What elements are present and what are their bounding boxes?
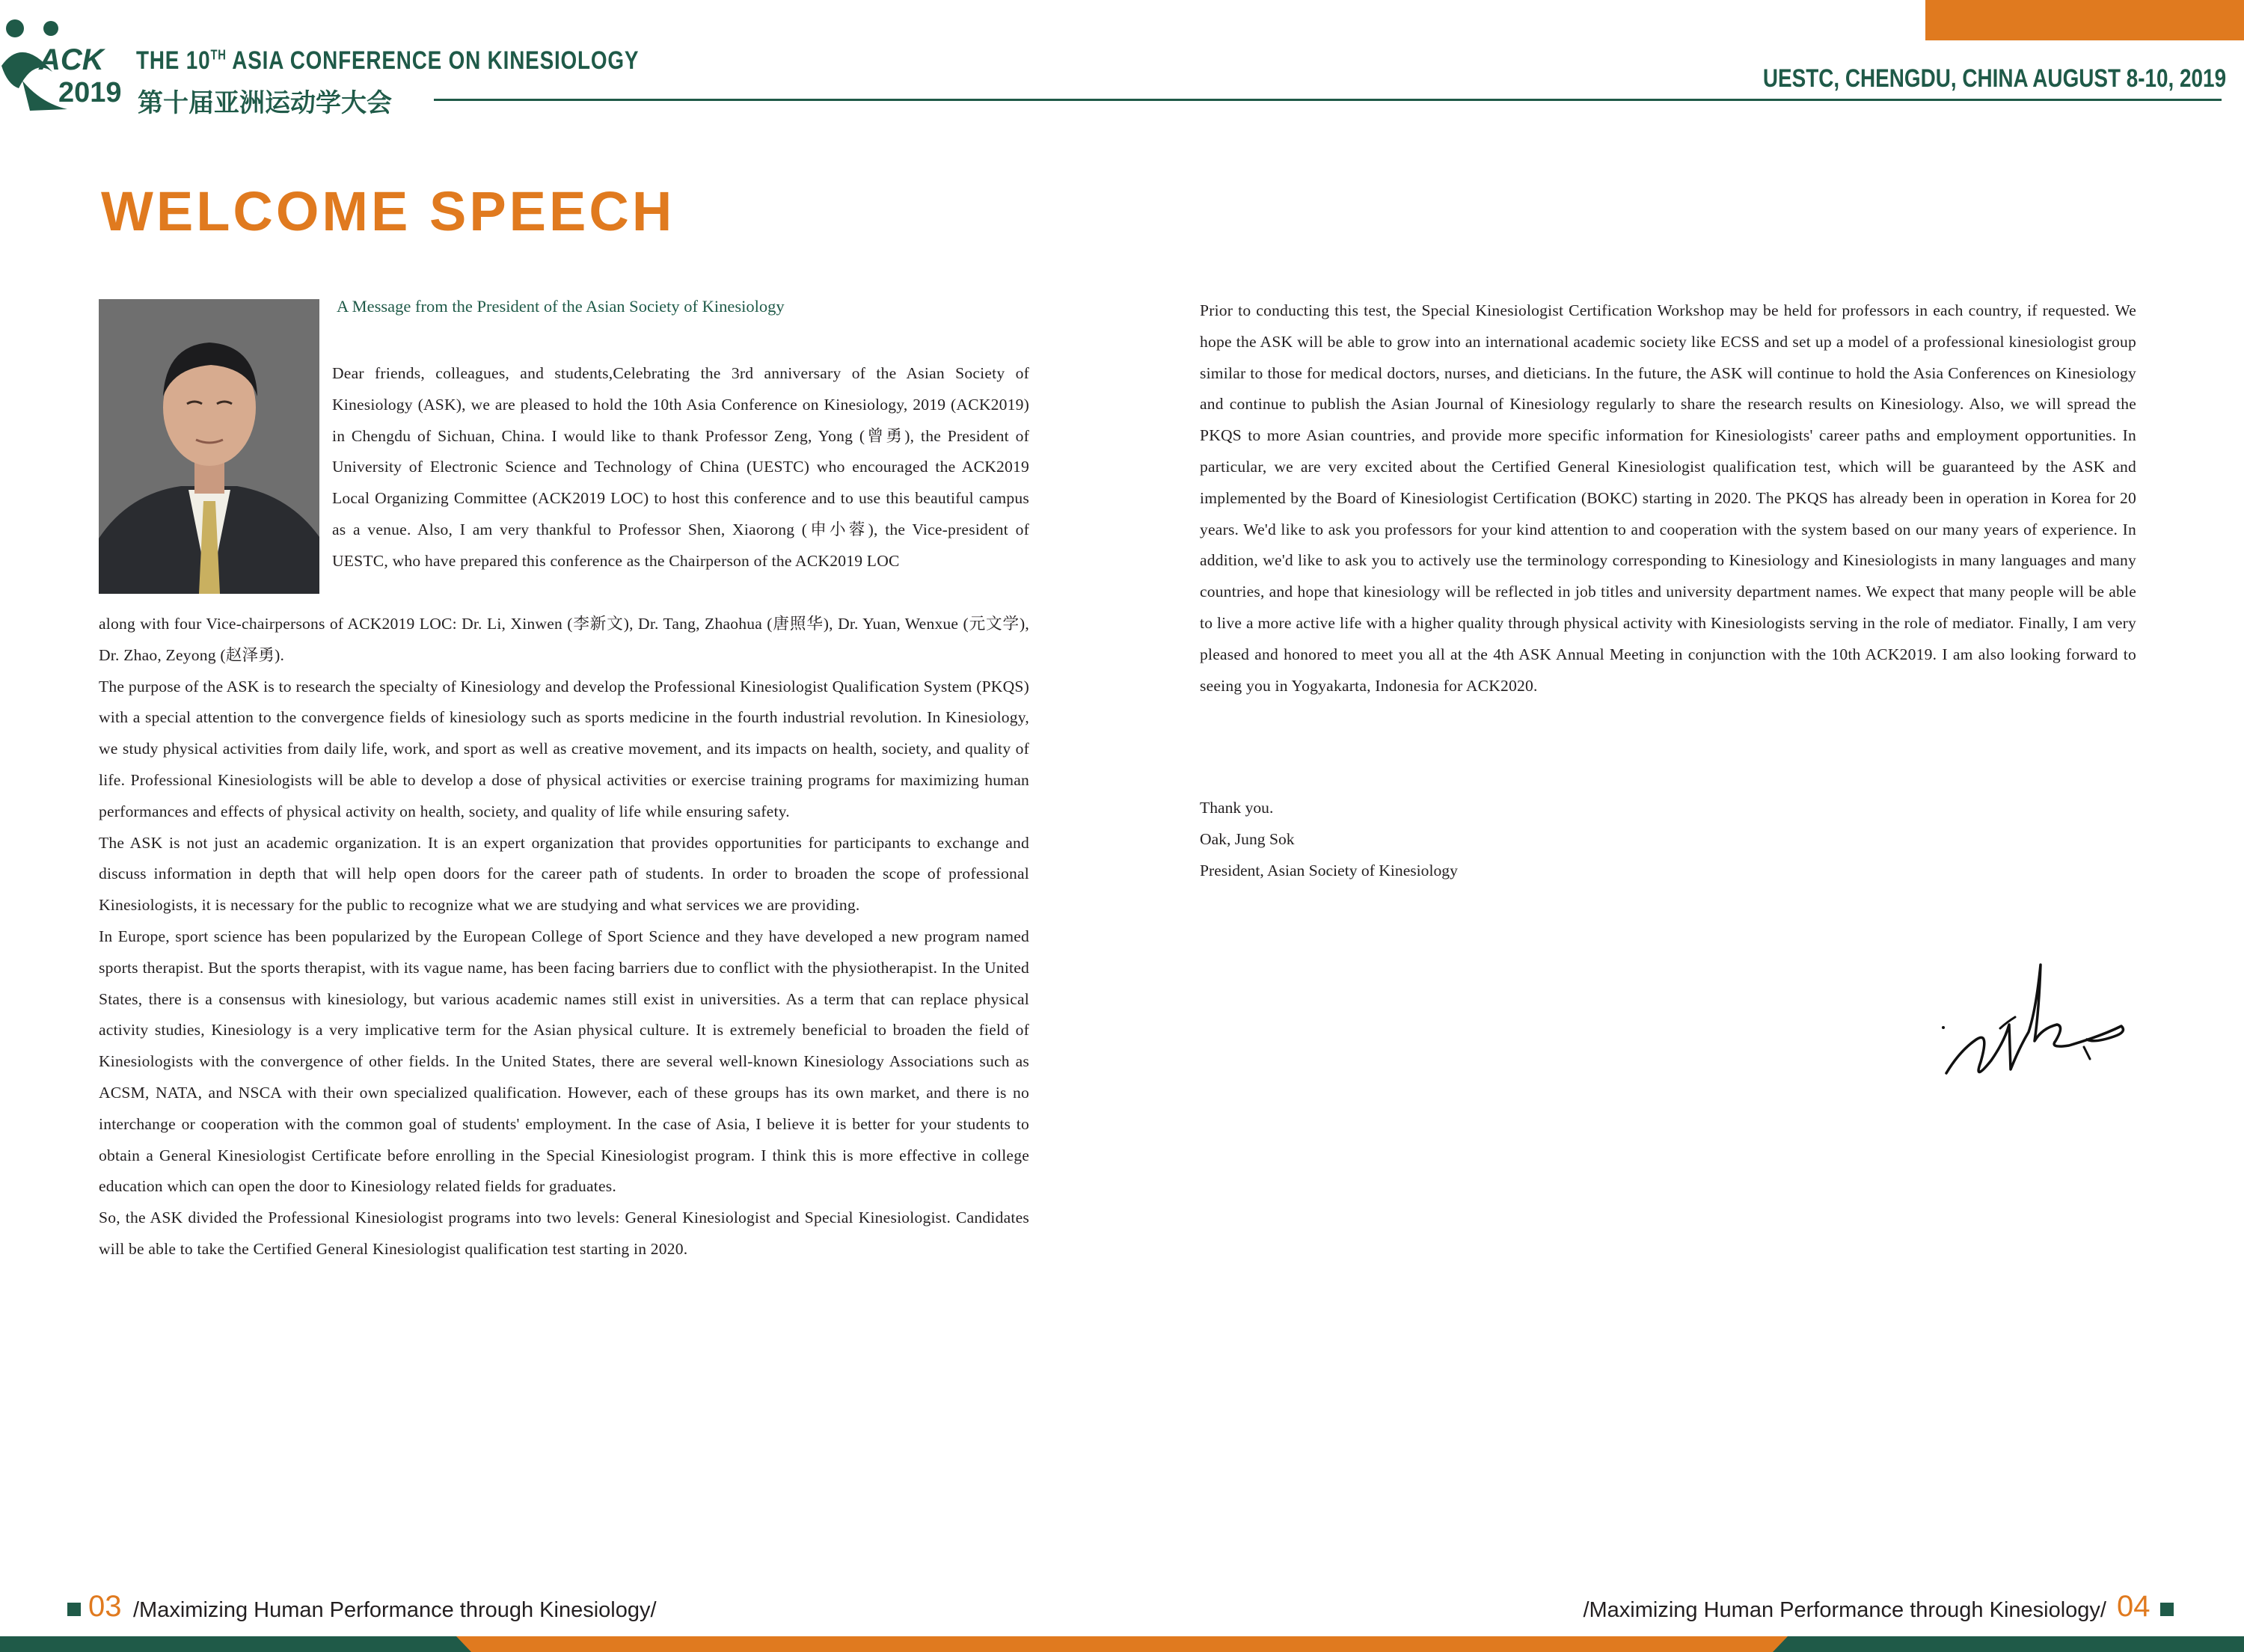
conference-title-cn: 第十届亚洲运动学大会	[138, 88, 392, 118]
footer-tagline-left: /Maximizing Human Performance through Kinesiology/	[133, 1598, 657, 1622]
paragraph: Prior to conducting this test, the Special Kinesiologist Certification Workshop may be held for professors in each country, if requested. We hope the ASK will be able to grow into an international academic society like ECSS and set up a model of a professional kinesiologist group similar to those for medical doctors, nurses, and dieticians. In the future, the ASK will continue to hold the Asia Conferences on Kinesiology and continue to publish the Asian Journal of Kinesiology regularly to share the research results on Kinesiology. Also, we will spread the PKQS to more Asian countries, and provide more specific information for Kinesiologists' career paths and employment opportunities. In particular, we are very excited about the Certified General Kinesiologist qualification test, which will be guaranteed by the ASK and implemented by the Board of Kinesiologist Certification (BOKC) starting in 2020. The PKQS has already been in operation in Korea for 20 years. We'd like to ask you professors for your kind attention to and cooperation with the system based on our many years of experience. In addition, we'd like to ask you to actively use the terminology corresponding to Kinesiology and Kinesiologists in many languages and many countries, and hope that kinesiology will be reflected in job titles and university department names. We expect that many people will be able to live a more active life with a higher quality through physical activity with Kinesiologists serving in the role of mediator. Finally, I am very pleased and honored to meet you all at the 4th ASK Annual Meeting in conjunction with the 10th ACK2019. I am also looking forward to seeing you in Yogyakarta, Indonesia for ACK2020.	[1200, 301, 2136, 695]
location-date: UESTC, CHENGDU, CHINA AUGUST 8-10, 2019	[1762, 64, 2226, 93]
closing-block	[1200, 793, 1458, 886]
conference-title-en: THE 10TH ASIA CONFERENCE ON KINESIOLOGY	[136, 46, 640, 75]
paragraph: So, the ASK divided the Professional Kinesiologist programs into two levels: General Kinesiologist and Special Kinesiologist. Candidates will be able to take the Certified General Kinesiologist qualification test starting in 2020.	[99, 1209, 1029, 1258]
page-number-left: 03	[88, 1590, 122, 1623]
signer-position: President, Asian Society of Kinesiology	[1200, 861, 1458, 879]
paragraph: In Europe, sport science has been popularized by the European College of Sport Science and they have developed a new program named sports therapist. But the sports therapist, with its vague name, has been facing barriers due to conflict with the physiotherapist. In the United States, there is a consensus with kinesiology, but various academic names still exist in universities. As a term that can replace physical activity studies, Kinesiology is a very implicative term for the Asian physical culture. It is extremely beneficial to broaden the field of Kinesiologists with the convergence of other fields. In the United States, there are several well-known Kinesiology Associations such as ACSM, NATA, and NSCA with their own specialized qualification. However, each of these groups has its own market, and there is no interchange or cooperation with the common goal of students' employment. In the case of Asia, I believe it is better for your students to obtain a General Kinesiologist Certificate before enrolling in the Special Kinesiologist program. I think this is more effective in college education which can open the door to Kinesiology related fields for graduates.	[99, 927, 1029, 1196]
page-title: WELCOME SPEECH	[101, 180, 675, 242]
header-accent-bar	[1925, 0, 2244, 40]
footer-tagline-right: /Maximizing Human Performance through Kinesiology/	[1583, 1598, 2106, 1622]
header-rule	[434, 99, 2222, 101]
footer-square-left	[67, 1603, 81, 1616]
closing-thanks: Thank you.	[1200, 799, 1274, 817]
ack2019-logo	[0, 13, 131, 118]
intro-paragraph	[332, 358, 1029, 577]
svg-text:2019: 2019	[58, 77, 122, 108]
svg-text:ACK: ACK	[39, 43, 104, 76]
footer-square-right	[2160, 1603, 2174, 1616]
page-number-right: 04	[2117, 1590, 2150, 1623]
right-column-text	[1200, 295, 2136, 701]
signature-icon	[1937, 957, 2132, 1084]
paragraph: Dear friends, colleagues, and students,Celebrating the 3rd anniversary of the Asian Society of Kinesiology (ASK), we are pleased to hold the 10th Asia Conference on Kinesiology, 2019 (ACK2019) in Chengdu of Sichuan, China. I would like to thank Professor Zeng, Yong (曾勇), the President of University of Electronic Science and Technology of China (UESTC) who encouraged the ACK2019 Local Organizing Committee (ACK2019 LOC) to host this conference and to use this beautiful campus as a venue. Also, I am very thankful to Professor Shen, Xiaorong (申小蓉), the Vice-president of UESTC, who have prepared this conference as the Chairperson of the ACK2019 LOC	[332, 364, 1029, 570]
paragraph: The purpose of the ASK is to research the specialty of Kinesiology and develop the Professional Kinesiologist Qualification System (PKQS) with a special attention to the convergence fields of kinesiology such as sports medicine in the fourth industrial revolution. In Kinesiology, we study physical activities from daily life, work, and sport as well as creative movement, and its impacts on health, society, and quality of life. Professional Kinesiologists will be able to develop a dose of physical activities or exercise training programs for maximizing human performances and effects of physical activity on health, society, and quality of life while ensuring safety.	[99, 677, 1029, 820]
left-column-text	[99, 609, 1029, 1265]
paragraph: The ASK is not just an academic organization. It is an expert organization that provides opportunities for participants to exchange and discuss information in depth that will help open doors for the career path of students. In order to broaden the scope of professional Kinesiologists, it is necessary for the public to recognize what we are studying and what services we are providing.	[99, 833, 1029, 915]
speech-subtitle: A Message from the President of the Asian Society of Kinesiology	[337, 297, 785, 316]
signer-name: Oak, Jung Sok	[1200, 829, 1295, 848]
footer-bar	[0, 1636, 2244, 1652]
president-portrait	[99, 299, 319, 594]
paragraph: along with four Vice-chairpersons of ACK2019 LOC: Dr. Li, Xinwen (李新文), Dr. Tang, Zhaohua (唐照华), Dr. Yuan, Wenxue (元文学), Dr. Zhao, Zeyong (赵泽勇).	[99, 615, 1029, 664]
